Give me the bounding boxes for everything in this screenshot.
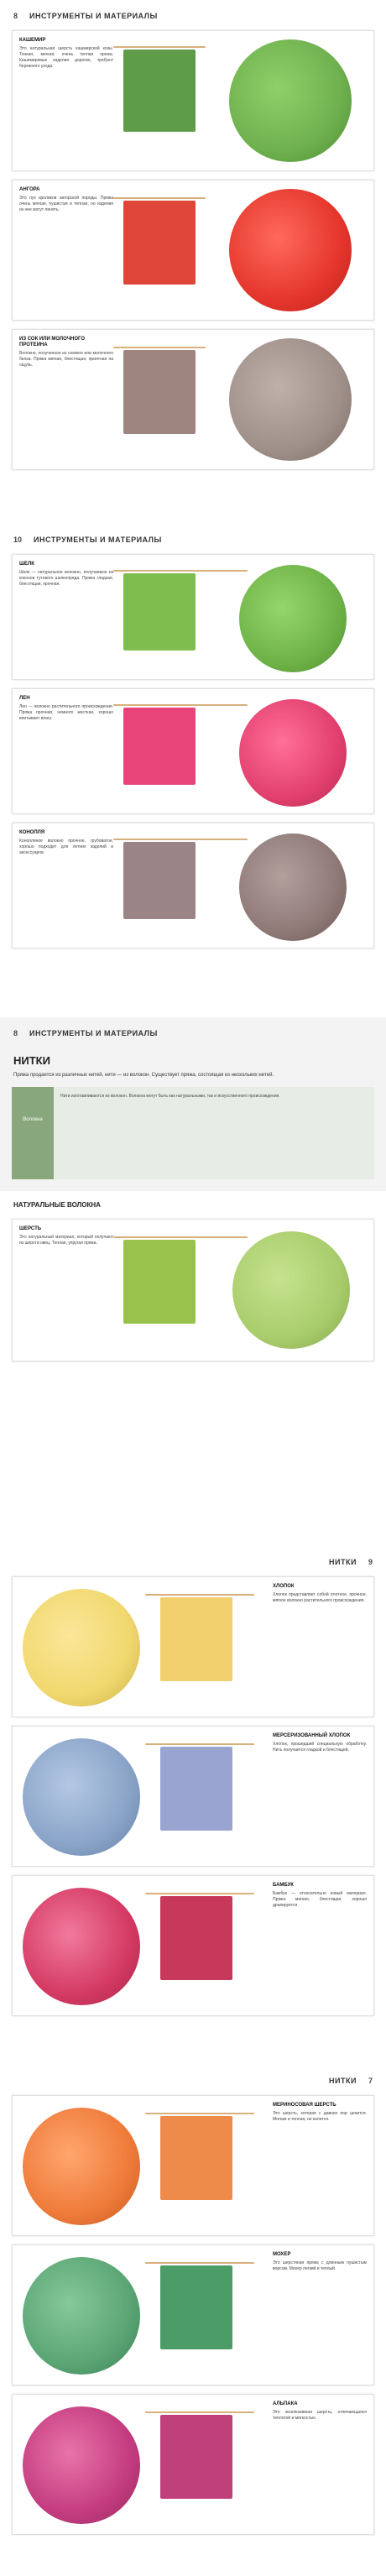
knitting-needle-icon [113,197,206,199]
card-visual [113,187,367,313]
page-5 [0,2072,386,2542]
card-text [19,830,113,941]
card-visual [19,2401,273,2527]
card-description: Лен — волокно растительного происхождения. Пряжа прочная, немного жесткая, хорошо впитывает влагу. [19,704,113,721]
card-text [19,1226,113,1354]
card-title: АЛЬПАКА [273,2401,298,2406]
page-header [0,1024,386,1042]
card-visual [113,337,367,462]
card-description: Это шерсть, которая с давних пор ценится. Мягкая и теплая, не колется. [273,2111,367,2122]
section-title: ИНСТРУМЕНТЫ И МАТЕРИАЛЫ [34,536,162,544]
card-title: БАМБУК [273,1883,294,1888]
knitting-needle-icon [145,1743,254,1745]
chapter-title: НИТКИ [13,1054,50,1067]
page-2 [0,530,386,967]
card-description: Шелк — натуральное волокно, получаемое из коконов тутового шелкопряда. Пряжа гладкая, блестящая, прочная. [19,570,113,587]
card-title: МОХЕР [273,2252,291,2257]
knitting-needle-icon [145,2113,254,2114]
page-separator [0,967,386,1017]
yarn-ball [23,2257,140,2375]
page-separator [0,1487,386,1546]
intro-band [0,1017,386,1191]
page-header [0,2072,386,2090]
yarn-card-cashmere [12,30,374,171]
page-1 [0,7,386,492]
knitting-needle-icon [113,570,248,572]
card-visual [19,2103,273,2229]
card-title: КАШЕМИР [19,38,46,43]
knit-swatch [160,2265,232,2349]
yarn-ball [239,565,347,672]
card-description: Конопляное волокно прочное, грубоватое, хорошо подходит для летних изделий и аксессуаров. [19,839,113,855]
yarn-ball [229,189,352,311]
card-description: Это эксклюзивная шерсть, отличающаяся теплотой и мягкостью. [273,2410,367,2421]
page-separator [0,492,386,524]
knitting-needle-icon [113,704,248,706]
card-description: Это шерстяная пряжа с длинным пушистым ворсом. Мохер легкий и теплый. [273,2260,367,2271]
page-number: 8 [13,1029,18,1037]
card-text [273,2252,367,2378]
knitting-needle-icon [145,2262,254,2264]
knit-swatch [160,2116,232,2200]
yarn-ball [23,1738,140,1856]
fiber-text: Нити изготавливаются из волокон. Волокна могут быть как натуральными, так и искусственного происхождения. [60,1094,280,1099]
card-visual [113,38,367,164]
yarn-card-bamboo [12,1875,374,2016]
card-description: Это натуральная шерсть кашмирской козы. Тонкая, мягкая, очень теплая пряжа. Кашемировые изделия дорогие, требуют бережного ухода. [19,46,113,69]
section-title: ИНСТРУМЕНТЫ И МАТЕРИАЛЫ [29,1029,158,1037]
card-text [273,1584,367,1710]
knit-swatch [123,201,196,285]
card-text [19,337,113,462]
card-text [19,38,113,164]
card-title: МЕРИНОСОВАЯ ШЕРСТЬ [273,2103,336,2108]
card-title: ИЗ СОК ИЛИ МОЛОЧНОГО ПРОТЕИНА [19,337,86,347]
yarn-card-merino [12,2095,374,2236]
card-text [19,187,113,313]
card-text [19,696,113,807]
card-title: ШЕЛК [19,562,34,567]
yarn-ball [239,699,347,807]
yarn-card-cotton [12,1576,374,1717]
yarn-ball [23,1589,140,1706]
chapter-intro: Пряжа продается из различных нитей, нити — из волокон. Существует пряжа, состоящая из нескольких нитей. [13,1073,274,1078]
knit-swatch [123,842,196,919]
yarn-card-angora [12,180,374,321]
knit-swatch [160,1597,232,1681]
knitting-needle-icon [113,46,206,48]
card-visual [113,696,367,807]
yarn-card-mohair [12,2244,374,2385]
knitting-needle-icon [113,1236,248,1238]
yarn-card-wool [12,1219,374,1361]
yarn-card-silk [12,554,374,680]
card-visual [19,1883,273,2009]
yarn-ball [232,1231,350,1349]
knit-swatch [160,1747,232,1831]
knit-swatch [123,350,196,434]
knit-swatch [160,2415,232,2499]
page-header [0,530,386,549]
knitting-needle-icon [113,839,248,840]
page-3 [0,1017,386,1487]
knitting-needle-icon [145,2411,254,2413]
yarn-ball [23,2108,140,2225]
card-visual [19,1584,273,1710]
knit-swatch [160,1896,232,1980]
knit-swatch [123,573,196,651]
knitting-needle-icon [145,1893,254,1894]
section-title: НИТКИ [329,1558,357,1566]
card-visual [19,1733,273,1859]
card-title: МЕРСЕРИЗОВАННЫЙ ХЛОПОК [273,1733,351,1738]
yarn-card-hemp [12,823,374,948]
yarn-ball [239,833,347,941]
knit-swatch [123,1240,196,1324]
page-header [0,1553,386,1571]
card-title: АНГОРА [19,187,40,192]
card-text [19,562,113,672]
card-description: Это пух кроликов ангорской породы. Пряжа очень мягкая, пушистая и теплая, но изделия из нее могут линять. [19,196,113,212]
card-text [273,1883,367,2009]
page-4 [0,1553,386,2031]
page-number: 8 [13,12,18,20]
knitting-needle-icon [113,347,206,348]
page-number: 9 [368,1558,373,1566]
card-description: Хлопок, прошедший специальную обработку. Нить получается гладкой и блестящей. [273,1742,367,1753]
card-title: ХЛОПОК [273,1584,295,1589]
card-text [273,2401,367,2527]
yarn-card-linen [12,688,374,814]
knitting-needle-icon [145,1594,254,1596]
section-subtitle: НАТУРАЛЬНЫЕ ВОЛОКНА [13,1201,101,1209]
yarn-card-alpaca [12,2394,374,2535]
yarn-ball [229,338,352,461]
page-number: 10 [13,536,23,544]
knit-swatch [123,708,196,785]
page-header [0,7,386,25]
card-description: Бамбук — относительно новый материал. Пряжа мягкая, блестящая, хорошо драпируется. [273,1891,367,1908]
page-number: 7 [368,2077,373,2085]
card-description: Волокно, полученное из соевого или молочного белка. Пряжа мягкая, блестящая, приятная на ощупь. [19,351,113,368]
page-separator [0,2031,386,2065]
knit-swatch [123,50,196,132]
card-visual [113,830,367,941]
card-text [273,2103,367,2229]
card-title: ЛЕН [19,696,30,701]
fiber-tag: Волокна [23,1117,43,1122]
yarn-card-soy [12,329,374,470]
yarn-card-mercerized [12,1726,374,1867]
yarn-ball [229,39,352,162]
yarn-ball [23,2406,140,2524]
card-title: КОНОПЛЯ [19,830,45,835]
card-description: Это натуральный материал, который получают из шерсти овец. Теплая, упругая пряжа. [19,1235,113,1246]
card-text [273,1733,367,1859]
yarn-ball [23,1888,140,2005]
card-visual [19,2252,273,2378]
fiber-box [12,1087,374,1179]
card-visual [113,1226,367,1354]
card-title: ШЕРСТЬ [19,1226,42,1231]
section-title: НИТКИ [329,2077,357,2085]
card-description: Хлопок представляет собой плотное, прочное, мягкое волокно растительного происхождения. [273,1592,367,1603]
section-title: ИНСТРУМЕНТЫ И МАТЕРИАЛЫ [29,12,158,20]
card-visual [113,562,367,672]
